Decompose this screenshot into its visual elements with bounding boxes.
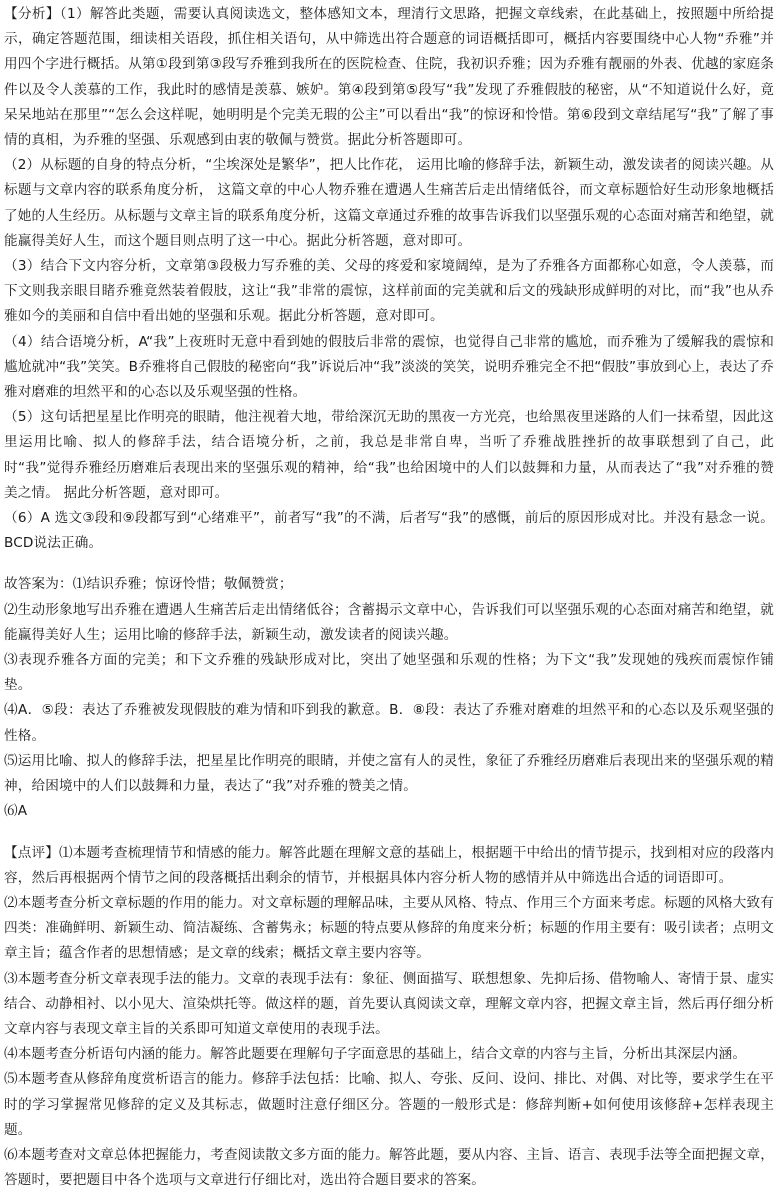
- comment-paragraph-2: ⑵本题考查分析文章标题的作用的能力。对文章标题的理解品味，主要从风格、特点、作用三个方面来考虑。标题的风格大致有四类：准确鲜明、新颖生动、简洁凝练、含蓄隽永；标题的特点要从修辞的角度来分析；标题的作用主要有：吸引读者；点明文章主旨；蕴含作者的思想情感；是文章的线索；概括文章主要内容等。: [4, 891, 774, 967]
- answer-paragraph-5: ⑸运用比喻、拟人的修辞手法，把星星比作明亮的眼睛，并使之富有人的灵性，象征了乔雅经历磨难后表现出来的坚强乐观的精神，给困境中的人们以鼓舞和力量，表达了“我”对乔雅的赞美之情。: [4, 749, 774, 799]
- analysis-paragraph-4: （4）结合语境分析，A“我”上夜班时无意中看到她的假肢后非常的震惊，也觉得自己非常的尴尬，而乔雅为了缓解我的震惊和尴尬就冲“我”笑笑。B乔雅将自己假肢的秘密向“我”诉说后冲“我”淡淡的笑笑，说明乔雅完全不把“假肢”事放到心上，表达了乔雅对磨难的坦然平和的心态以及乐观坚强的性格。: [4, 330, 774, 406]
- comment-paragraph-4: ⑷本题考查分析语句内涵的能力。解答此题要在理解句子字面意思的基础上，结合文章的内容与主旨，分析出其深层内涵。: [4, 1042, 774, 1067]
- analysis-paragraph-5: （5）这句话把星星比作明亮的眼睛，他注视着大地，带给深沉无助的黑夜一方光亮，也给黑夜里迷路的人们一抹希望，因此这里运用比喻、拟人的修辞手法，结合语境分析，之前，我总是非常自卑，当听了乔雅战胜挫折的故事联想到了自己，此时“我”觉得乔雅经历磨难后表现出来的坚强乐观的精神，给“我”也给困境中的人们以鼓舞和力量，从而表达了“我”对乔雅的赞美之情。 据此分析答题，意对即可。: [4, 405, 774, 506]
- analysis-section: [4, 2, 774, 556]
- analysis-paragraph-2: （2）从标题的自身的特点分析，“尘埃深处是繁华”，把人比作花， 运用比喻的修辞手法，新颖生动，激发读者的阅读兴趣。从标题与文章内容的联系角度分析， 这篇文章的中心人物乔雅在遭遇人生痛苦后走出情绪低谷，而文章标题恰好生动形象地概括了她的人生经历。从标题与文章主旨的联系角度分析，这篇文章通过乔雅的故事告诉我们以坚强乐观的心态面对痛苦和绝望，就能赢得美好人生，而这个题目则点明了这一中心。据此分析答题，意对即可。: [4, 153, 774, 254]
- answer-paragraph-3: ⑶表现乔雅各方面的完美；和下文乔雅的残缺形成对比，突出了她坚强和乐观的性格；为下文“我”发现她的残疾而震惊作铺垫。: [4, 648, 774, 698]
- comment-section: [4, 841, 774, 1193]
- comment-paragraph-6: ⑹本题考查对文章总体把握能力，考查阅读散文多方面的能力。解答此题，要从内容、主旨、语言、表现手法等全面把握文章，答题时，要把题目中各个选项与文章进行仔细比对，选出符合题目要求的答案。: [4, 1143, 774, 1193]
- comment-paragraph-1: 【点评】⑴本题考查梳理情节和情感的能力。解答此题在理解文意的基础上，根据题干中给出的情节提示，找到相对应的段落内容，然后再根据两个情节之间的段落概括出剩余的情节，并根据具体内容分析人物的感情并从中筛选出合适的词语即可。: [4, 841, 774, 891]
- section-gap: [4, 556, 774, 572]
- answer-paragraph-2: ⑵生动形象地写出乔雅在遭遇人生痛苦后走出情绪低谷；含蓄揭示文章中心，告诉我们可以坚强乐观的心态面对痛苦和绝望，就能赢得美好人生；运用比喻的修辞手法，新颖生动，激发读者的阅读兴趣。: [4, 598, 774, 648]
- answer-paragraph-1: 故答案为：⑴结识乔雅；惊讶怜惜；敬佩赞赏；: [4, 572, 774, 597]
- comment-paragraph-5: ⑸本题考查从修辞角度赏析语言的能力。修辞手法包括：比喻、拟人、夸张、反问、设问、排比、对偶、对比等，要求学生在平时的学习掌握常见修辞的定义及其标志，做题时注意仔细区分。答题的一般形式是：修辞判断+如何使用该修辞+怎样表现主题。: [4, 1067, 774, 1143]
- analysis-paragraph-3: （3）结合下文内容分析，文章第③段极力写乔雅的美、父母的疼爱和家境阔绰，是为了乔雅各方面都称心如意，令人羡慕，而下文则我亲眼目睹乔雅竟然装着假肢，这让“我”非常的震惊，这样前面的完美就和后文的残缺形成鲜明的对比，而“我”也从乔雅如今的美丽和自信中看出她的坚强和乐观。据此分析答题，意对即可。: [4, 254, 774, 330]
- comment-paragraph-3: ⑶本题考查分析文章表现手法的能力。文章的表现手法有：象征、侧面描写、联想想象、先抑后扬、借物喻人、寄情于景、虚实结合、动静相衬、以小见大、渲染烘托等。做这样的题，首先要认真阅读文章，理解文章内容，把握文章主旨，然后再仔细分析文章内容与表现文章主旨的关系即可知道文章使用的表现手法。: [4, 967, 774, 1043]
- answer-section: [4, 572, 774, 824]
- section-gap: [4, 825, 774, 841]
- analysis-paragraph-1: 【分析】（1）解答此类题，需要认真阅读选文，整体感知文本，理清行文思路，把握文章线索，在此基础上，按照题中所给提示，确定答题范围，细读相关语段，抓住相关语句，从中筛选出符合题意的词语概括即可，概括内容要围绕中心人物“乔雅”并用四个字进行概括。从第①段到第③段写乔雅到我所在的医院检查、住院，我初识乔雅；因为乔雅有靓丽的外表、优越的家庭条件以及令人羡慕的工作，我此时的感情是羡慕、嫉妒。第④段到第⑤段写“我”发现了乔雅假肢的秘密，从“不知道说什么好，竟呆呆地站在那里”“怎么会这样呢，她明明是个完美无瑕的公主”可以看出“我”的惊讶和怜惜。第⑥段到文章结尾写“我”了解了事情的真相，为乔雅的坚强、乐观感到由衷的敬佩与赞赏。据此分析答题即可。: [4, 2, 774, 153]
- answer-paragraph-4: ⑷A．⑤段：表达了乔雅被发现假肢的难为情和吓到我的歉意。B．⑧段：表达了乔雅对磨难的坦然平和的心态以及乐观坚强的性格。: [4, 698, 774, 748]
- answer-paragraph-6: ⑹A: [4, 799, 774, 824]
- analysis-paragraph-6: （6）A 选文③段和⑨段都写到“心绪难平”，前者写“我”的不满，后者写“我”的感慨，前后的原因形成对比。并没有悬念一说。BCD说法正确。: [4, 506, 774, 556]
